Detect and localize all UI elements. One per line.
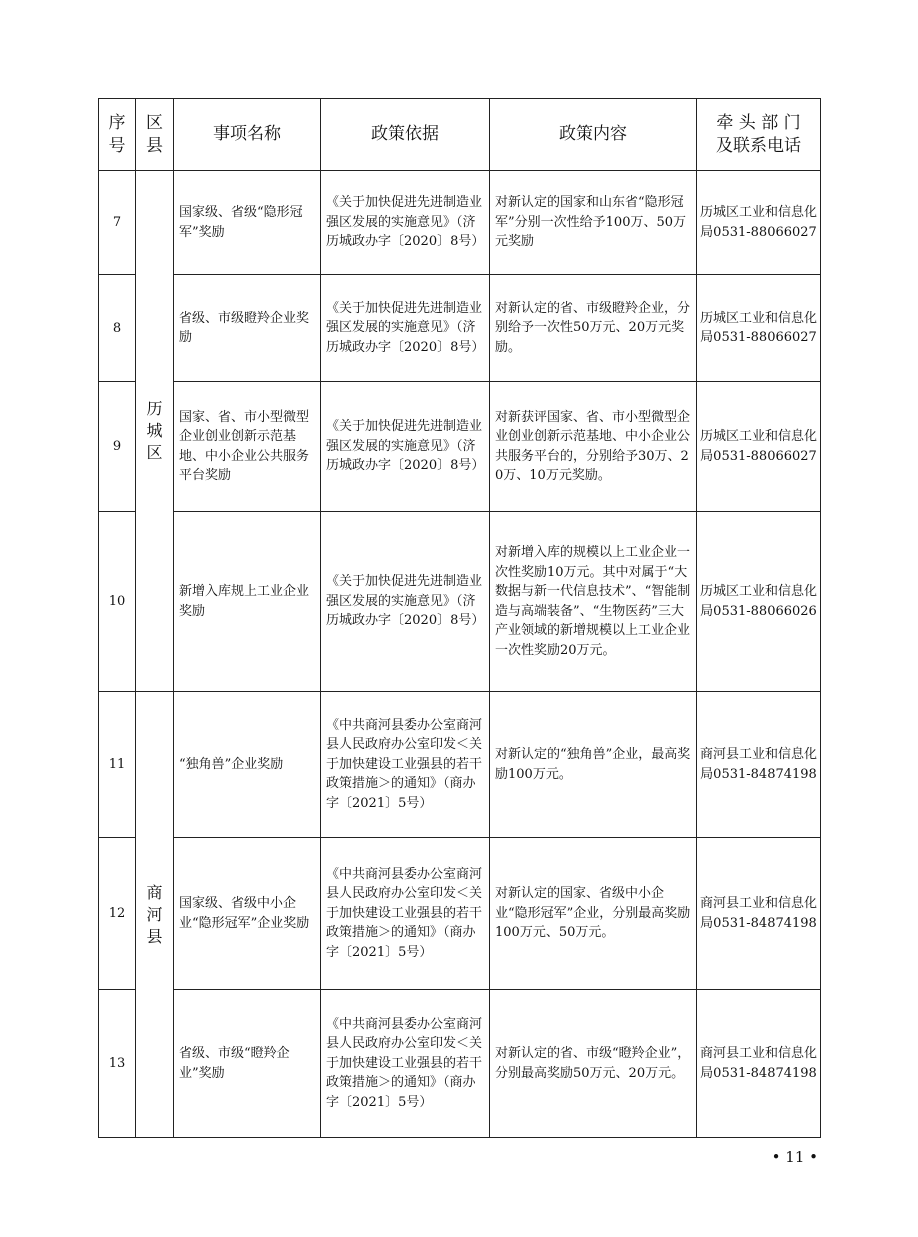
item-name: 新增入库规上工业企业奖励 <box>174 512 321 692</box>
row-number: 7 <box>99 171 136 275</box>
row-number: 8 <box>99 275 136 382</box>
lead-dept: 历城区工业和信息化局0531-88066026 <box>697 512 821 692</box>
row-number: 12 <box>99 838 136 990</box>
lead-dept: 历城区工业和信息化局0531-88066027 <box>697 275 821 382</box>
table-row <box>99 171 821 275</box>
district-cell: 商河县 <box>136 692 174 1138</box>
district-cell: 历城区 <box>136 171 174 692</box>
lead-dept: 商河县工业和信息化局0531-84874198 <box>697 990 821 1138</box>
policy-basis: 《关于加快促进先进制造业强区发展的实施意见》（济历城政办字〔2020〕8号） <box>321 275 490 382</box>
table-row <box>99 692 821 838</box>
policy-table <box>98 98 821 1138</box>
policy-content: 对新认定的省、市级瞪羚企业，分别给予一次性50万元、20万元奖励。 <box>490 275 697 382</box>
header-seq: 序号 <box>99 99 136 171</box>
header-dept: 牵 头 部 门及联系电话 <box>697 99 821 171</box>
policy-basis: 《中共商河县委办公室商河县人民政府办公室印发＜关于加快建设工业强县的若干政策措施＞的通知》（商办字〔2021〕5号） <box>321 692 490 838</box>
table-row <box>99 512 821 692</box>
row-number: 9 <box>99 382 136 512</box>
lead-dept: 历城区工业和信息化局0531-88066027 <box>697 382 821 512</box>
item-name: 省级、市级瞪羚企业奖励 <box>174 275 321 382</box>
header-basis: 政策依据 <box>321 99 490 171</box>
row-number: 10 <box>99 512 136 692</box>
row-number: 13 <box>99 990 136 1138</box>
item-name: 省级、市级“瞪羚企业”奖励 <box>174 990 321 1138</box>
policy-basis: 《中共商河县委办公室商河县人民政府办公室印发＜关于加快建设工业强县的若干政策措施＞的通知》（商办字〔2021〕5号） <box>321 838 490 990</box>
table-row <box>99 275 821 382</box>
lead-dept: 商河县工业和信息化局0531-84874198 <box>697 692 821 838</box>
policy-content: 对新认定的省、市级“瞪羚企业”，分别最高奖励50万元、20万元。 <box>490 990 697 1138</box>
row-number: 11 <box>99 692 136 838</box>
table-row <box>99 990 821 1138</box>
policy-content: 对新认定的“独角兽”企业，最高奖励100万元。 <box>490 692 697 838</box>
table-header-row <box>99 99 821 171</box>
policy-content: 对新认定的国家和山东省“隐形冠军”分别一次性给予100万、50万元奖励 <box>490 171 697 275</box>
header-content: 政策内容 <box>490 99 697 171</box>
lead-dept: 商河县工业和信息化局0531-84874198 <box>697 838 821 990</box>
item-name: 国家级、省级中小企业“隐形冠军”企业奖励 <box>174 838 321 990</box>
policy-content: 对新获评国家、省、市小型微型企业创业创新示范基地、中小企业公共服务平台的，分别给予30万、20万、10万元奖励。 <box>490 382 697 512</box>
item-name: 国家、省、市小型微型企业创业创新示范基地、中小企业公共服务平台奖励 <box>174 382 321 512</box>
policy-content: 对新增入库的规模以上工业企业一次性奖励10万元。其中对属于“大数据与新一代信息技术”、“智能制造与高端装备”、“生物医药”三大产业领域的新增规模以上工业企业一次性奖励20万元。 <box>490 512 697 692</box>
lead-dept: 历城区工业和信息化局0531-88066027 <box>697 171 821 275</box>
item-name: “独角兽”企业奖励 <box>174 692 321 838</box>
page-number: • 11 • <box>771 1148 818 1166</box>
item-name: 国家级、省级“隐形冠军”奖励 <box>174 171 321 275</box>
table-row <box>99 382 821 512</box>
header-district: 区县 <box>136 99 174 171</box>
header-item: 事项名称 <box>174 99 321 171</box>
policy-basis: 《关于加快促进先进制造业强区发展的实施意见》（济历城政办字〔2020〕8号） <box>321 512 490 692</box>
policy-content: 对新认定的国家、省级中小企业“隐形冠军”企业，分别最高奖励100万元、50万元。 <box>490 838 697 990</box>
policy-basis: 《关于加快促进先进制造业强区发展的实施意见》（济历城政办字〔2020〕8号） <box>321 171 490 275</box>
policy-basis: 《关于加快促进先进制造业强区发展的实施意见》（济历城政办字〔2020〕8号） <box>321 382 490 512</box>
table-row <box>99 838 821 990</box>
policy-basis: 《中共商河县委办公室商河县人民政府办公室印发＜关于加快建设工业强县的若干政策措施＞的通知》（商办字〔2021〕5号） <box>321 990 490 1138</box>
